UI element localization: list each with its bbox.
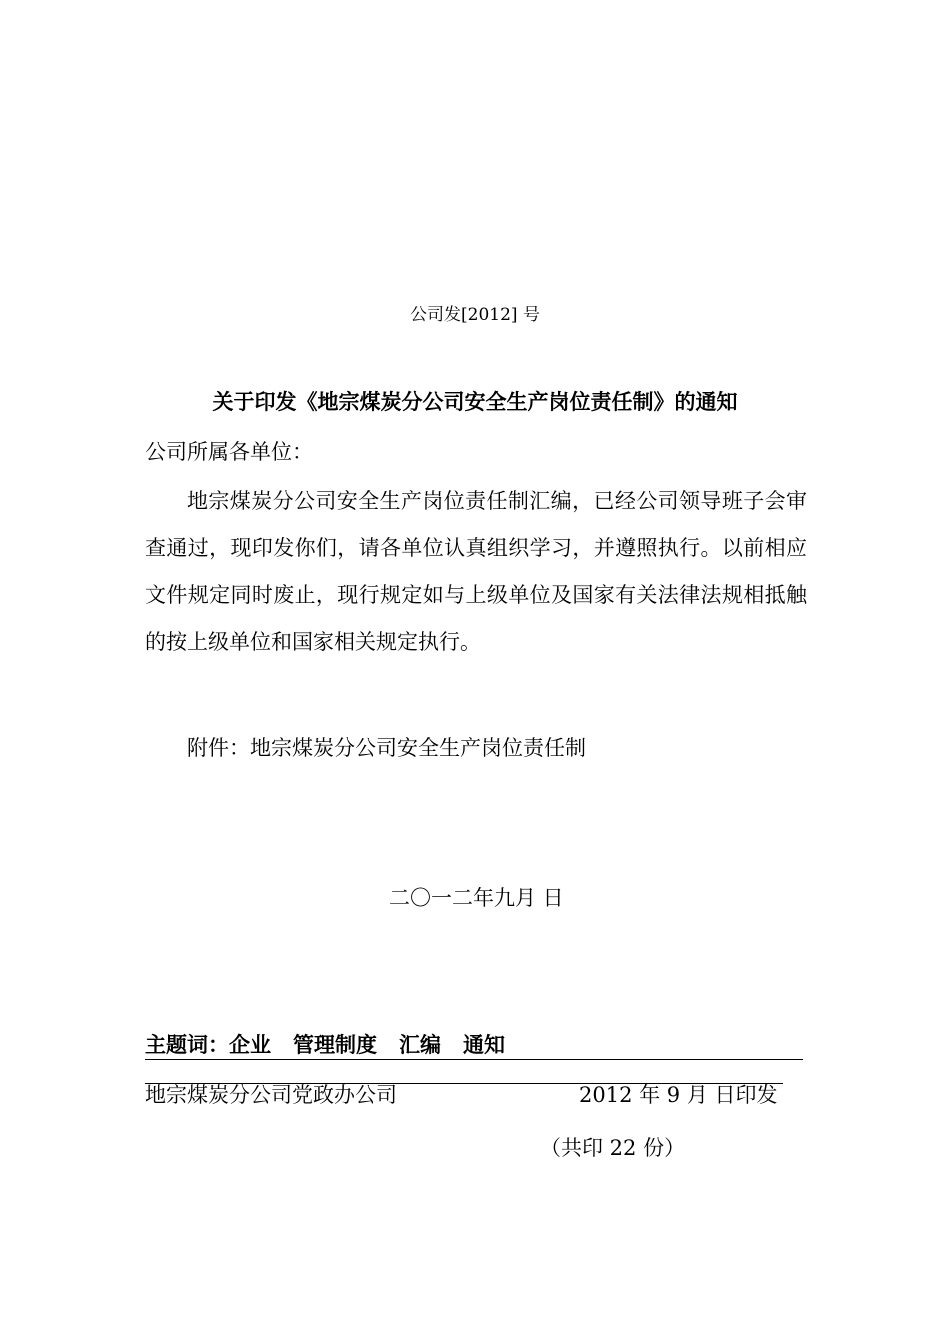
keywords-line (145, 1032, 803, 1060)
document-number: 公司发[2012] 号 (410, 305, 540, 325)
copies-count: （共印 22 份） (540, 1136, 686, 1160)
attachment-line: 附件：地宗煤炭分公司安全生产岗位责任制 (187, 736, 586, 760)
issuer: 地宗煤炭分公司党政办公司 (145, 1083, 397, 1107)
keyword-item: 通知 (463, 1033, 505, 1057)
keyword-item: 汇编 (399, 1033, 441, 1057)
keyword-item: 管理制度 (293, 1033, 377, 1057)
issuer-line (145, 1082, 783, 1107)
salutation: 公司所属各单位： (145, 440, 313, 464)
body-paragraph: 地宗煤炭分公司安全生产岗位责任制汇编，已经公司领导班子会审查通过，现印发你们，请各单位认真组织学习，并遵照执行。以前相应文件规定同时废止，现行规定如与上级单位及国家有关法律法规相抵触的按上级单位和国家相关规定执行。 (145, 489, 807, 654)
keywords-label: 主题词： (145, 1033, 229, 1057)
issue-date: 2012 年 9 月 日印发 (579, 1083, 778, 1107)
keyword-item: 企业 (229, 1033, 271, 1057)
document-date: 二〇一二年九月 日 (389, 886, 564, 910)
document-title: 关于印发《地宗煤炭分公司安全生产岗位责任制》的通知 (212, 390, 738, 414)
